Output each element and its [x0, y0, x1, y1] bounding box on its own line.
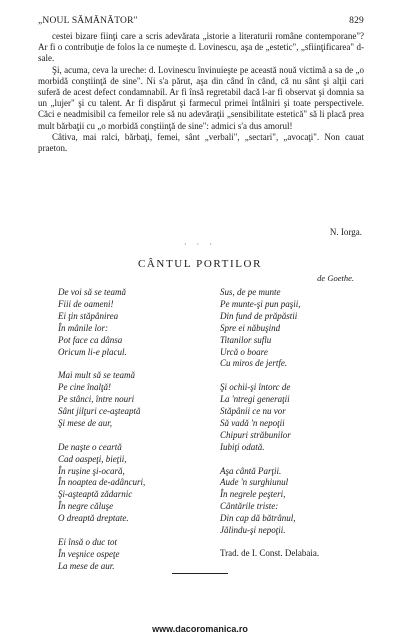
- verse-line: Să vadă 'n nepoţii: [220, 417, 285, 428]
- poem-column-right: [220, 287, 370, 549]
- verse-line: Cad oaspeţi, bieţii,: [58, 453, 127, 464]
- verse-line: Cântările triste:: [220, 501, 279, 512]
- verse-line: De voi să se teamă: [58, 287, 126, 297]
- verse-line: Cu miros de jertfe.: [220, 358, 288, 369]
- verse-line: Din cap dă bătrânul,: [220, 513, 296, 524]
- verse-line: Pe cine înalţă!: [58, 382, 111, 393]
- verse-line: Stăpânii ce nu vor: [220, 406, 286, 417]
- verse-line: Oricum li-e placul.: [58, 346, 127, 357]
- verse-line: În veşnice ospeţe: [58, 548, 120, 559]
- verse-line: În negrele peşteri,: [220, 489, 286, 500]
- verse-line: Jălindu-şi nepoţii.: [220, 525, 286, 536]
- verse-line: Iubiţi odată.: [220, 441, 265, 452]
- verse-line: Sânt jilţuri ce-aşteaptă: [58, 406, 141, 417]
- paragraph: Şi, acuma, ceva la ureche: d. Lovinescu învinuieşte pe această nouă victimă a sa de „o morbidă conştiinţă de sine". Ni s'a părut, aşa din când în când, că nu sânt şi alţii cari suferă de acest defect condamnabil. Ar fi însă regretabil dacă l-ar fi observat şi domnia sa un „lujer" şi cu talent. Ar fi dispărut şi farmecul primei întâlniri şi toate perspectivele. Căci e neadmisibil ca femeilor rele să nu adevăraţii „sensibilitate estetică" să li placă prea mult bărbaţii cu „o morbidă conştiinţă de sine": admici s'a dus amorul!: [38, 64, 364, 131]
- verse-line: Pe stânci, între nouri: [58, 394, 135, 405]
- verse-line: Şi mese de aur,: [58, 417, 112, 428]
- verse-line: Aşa cântă Parţii.: [220, 465, 282, 476]
- stanza: [58, 537, 208, 573]
- verse-line: Chipuri străbunilor: [220, 429, 291, 440]
- stanza: [220, 287, 370, 370]
- verse-line: Titanilor suflu: [220, 334, 272, 345]
- verse-line: În rușine şi-ocară,: [58, 465, 125, 476]
- stanza: [220, 382, 370, 453]
- poem-column-left: [58, 287, 208, 585]
- journal-title: „NOUL SĂMĂNĂTOR": [38, 16, 138, 26]
- poem-author: de Goethe.: [317, 273, 354, 283]
- verse-line: Sus, de pe munte: [220, 287, 281, 297]
- stanza: [220, 466, 370, 537]
- verse-line: Şi ochii-şi întorc de: [220, 382, 291, 393]
- verse-line: Ei ţin stăpânirea: [58, 310, 119, 321]
- translator-credit: Trad. de I. Const. Delabaia.: [220, 548, 320, 558]
- page-number: 829: [349, 16, 364, 26]
- verse-line: La 'ntregi generaţii: [220, 394, 290, 405]
- verse-line: Urcă o boare: [220, 346, 268, 357]
- verse-line: Pot face ca dânsa: [58, 334, 123, 345]
- verse-line: Ei însă o duc tot: [58, 536, 117, 547]
- verse-line: La mese de aur.: [58, 560, 115, 571]
- verse-line: Din fund de prăpăstii: [220, 310, 298, 321]
- verse-line: Aude 'n surghiunul: [220, 477, 289, 488]
- paragraph: Câtiva, mai ralci, bărbaţi, femei, sânt „verbali", „sectari", „avocaţi". Non cauat praeton.: [38, 131, 364, 154]
- article-text: [38, 31, 364, 154]
- paragraph: cestei bizare fiinţi care a scris adevărata „istorie a literaturii române contemporane"? Ar fi o contribuţie de folos la ce numeşte d. Lovinescu, aşa de „estetic", „sfiinţificarea" d-sale.: [38, 31, 364, 64]
- verse-line: Spre ei năbuşind: [220, 322, 281, 333]
- end-rule: [172, 573, 228, 574]
- article-signature: N. Iorga.: [329, 227, 362, 237]
- page-header: [38, 16, 364, 30]
- verse-line: Şi-aşteaptă zădarnic: [58, 489, 133, 500]
- verse-line: Mai mult să se teamă: [58, 370, 135, 381]
- verse-line: În negre căluşe: [58, 501, 114, 512]
- verse-line: O dreaptă dreptate.: [58, 513, 129, 524]
- verse-line: De naşte o ceartă: [58, 441, 122, 452]
- stanza: [58, 287, 208, 358]
- verse-line: În noaptea de-adâncuri,: [58, 477, 146, 488]
- poem-title: CÂNTUL PORTILOR: [137, 258, 263, 270]
- stanza: [58, 370, 208, 430]
- verse-line: Fiii de oameni!: [58, 298, 114, 309]
- verse-line: Pe munte-şi pun paşii,: [220, 298, 301, 309]
- watermark: www.dacoromanica.ro: [152, 624, 248, 634]
- verse-line: În mânile lor:: [58, 322, 108, 333]
- section-divider: · · ·: [184, 240, 216, 249]
- stanza: [58, 442, 208, 525]
